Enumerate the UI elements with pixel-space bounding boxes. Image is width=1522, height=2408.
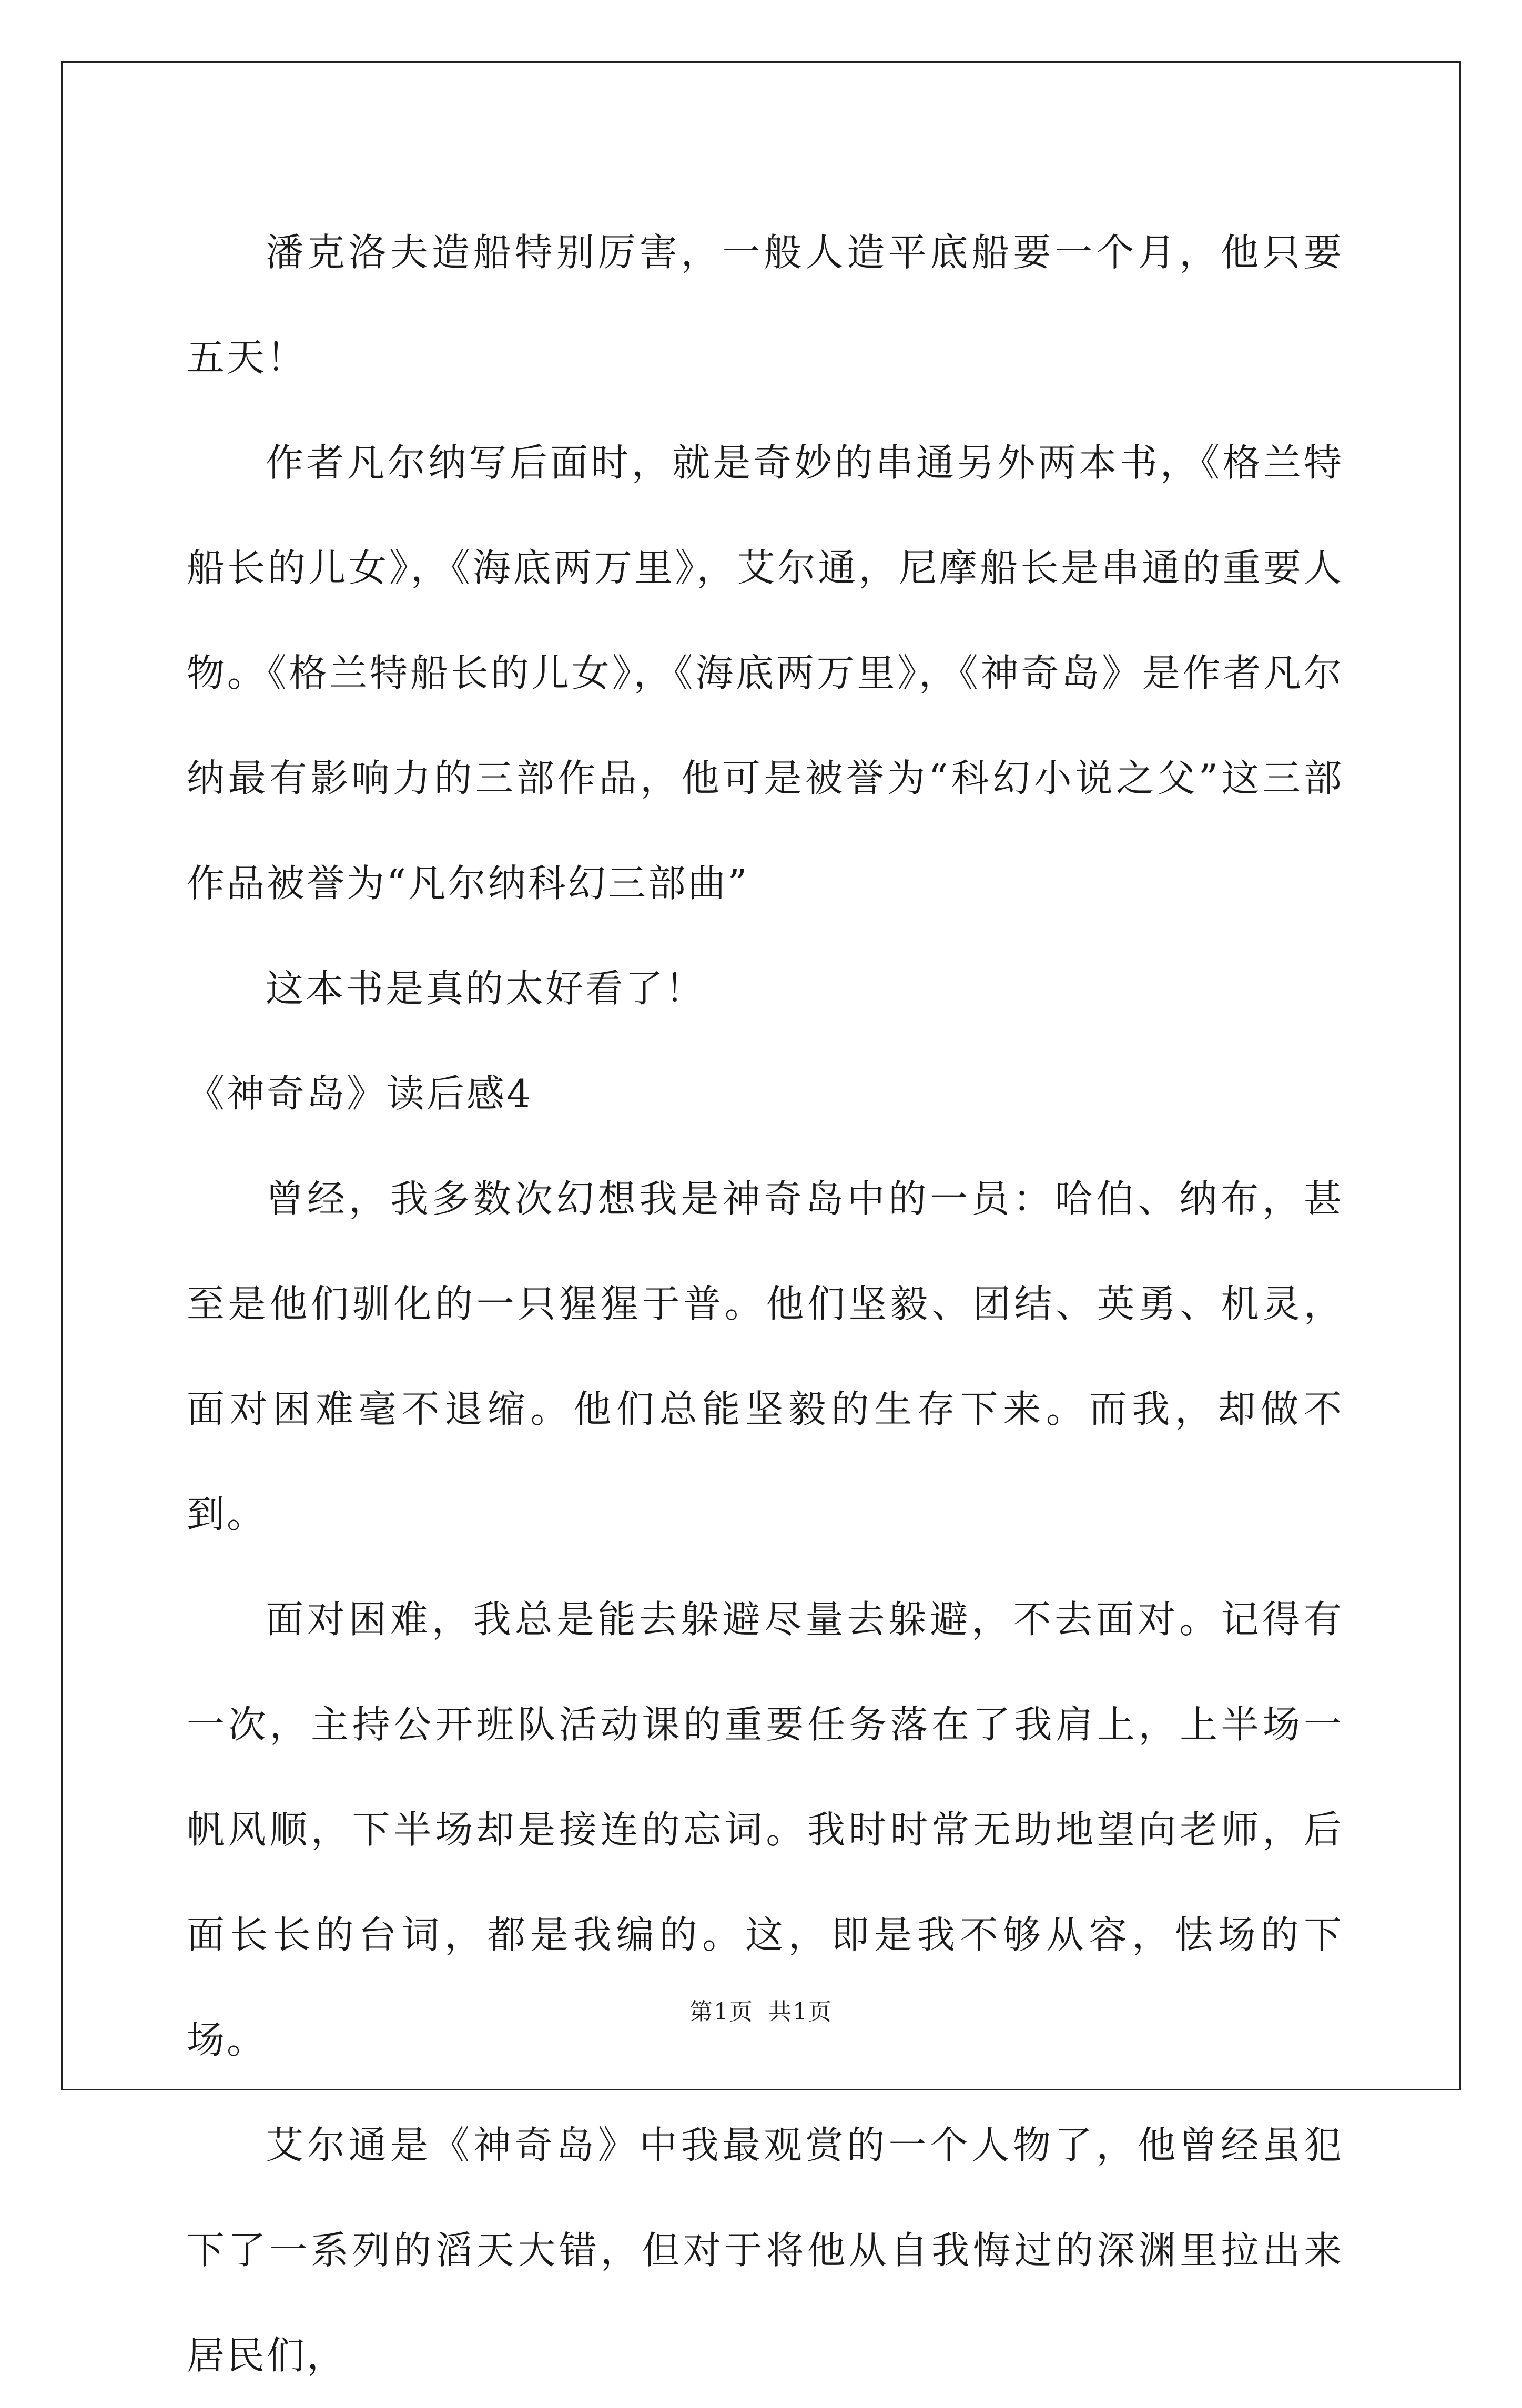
paragraph: 曾经，我多数次幻想我是神奇岛中的一员：哈伯、纳布，甚至是他们驯化的一只猩猩于普。他们坚毅、团结、英勇、机灵，面对困难毫不退缩。他们总能坚毅的生存下来。而我，却做不到。: [187, 1177, 1344, 1536]
section-title: 《神奇岛》读后感4: [187, 1072, 533, 1116]
page-footer: [0, 1993, 1522, 2026]
paragraph: 作者凡尔纳写后面时，就是奇妙的串通另外两本书，《格兰特船长的儿女》，《海底两万里》，艾尔通，尼摩船长是串通的重要人物。《格兰特船长的儿女》，《海底两万里》，《神奇岛》是作者凡尔纳最有影响力的三部作品，他可是被誉为“科幻小说之父”这三部作品被誉为“凡尔纳科幻三部曲”: [187, 441, 1344, 905]
paragraph: 潘克洛夫造船特别厉害，一般人造平底船要一个月，他只要五天！: [187, 230, 1344, 380]
paragraph: 艾尔通是《神奇岛》中我最观赏的一个人物了，他曾经虽犯下了一系列的滔天大错，但对于将他从自我悔过的深渊里拉出来居民们，: [187, 2123, 1344, 2378]
page-total: 共1页: [768, 1998, 833, 2025]
page-number: 第1页: [689, 1998, 754, 2025]
paragraph: 面对困难，我总是能去躲避尽量去躲避，不去面对。记得有一次，主持公开班队活动课的重要任务落在了我肩上，上半场一帆风顺，下半场却是接连的忘词。我时时常无助地望向老师，后面长长的台词，都是我编的。这，即是我不够从容，怯场的下场。: [187, 1597, 1344, 2062]
paragraph: 这本书是真的太好看了！: [266, 966, 706, 1011]
document-body: [187, 200, 1344, 2408]
